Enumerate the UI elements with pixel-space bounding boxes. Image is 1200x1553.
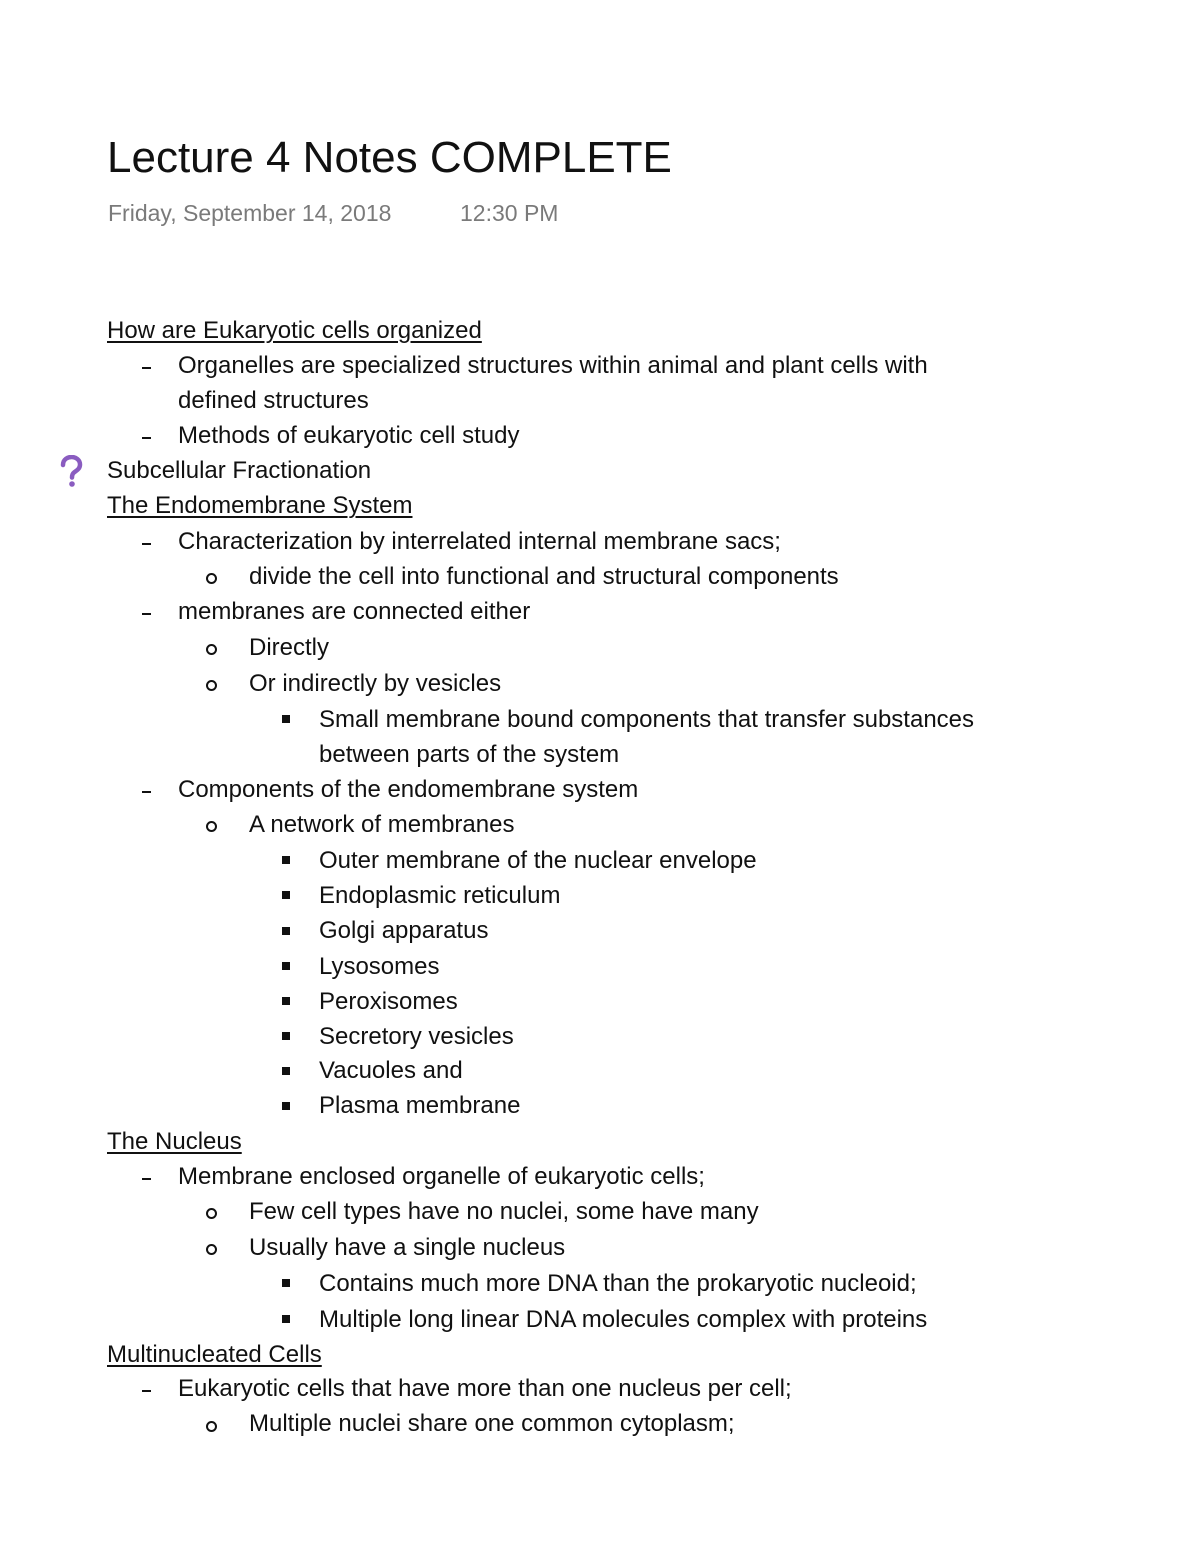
dash-bullet	[142, 613, 151, 615]
list-item[interactable]: Organelles are specialized structures within animal and plant cells with	[178, 352, 928, 379]
list-item[interactable]: Methods of eukaryotic cell study	[178, 422, 520, 449]
section-heading[interactable]: Multinucleated Cells	[107, 1341, 322, 1368]
square-bullet	[282, 715, 290, 723]
page-title[interactable]: Lecture 4 Notes COMPLETE	[107, 133, 672, 182]
sub-sub-list-item[interactable]: Contains much more DNA than the prokaryotic nucleoid;	[319, 1270, 917, 1297]
square-bullet	[282, 1279, 290, 1287]
sub-list-item[interactable]: Usually have a single nucleus	[249, 1234, 566, 1261]
sub-sub-list-item[interactable]: Multiple long linear DNA molecules complex with proteins	[319, 1306, 928, 1333]
dash-bullet	[142, 791, 151, 793]
sub-list-item[interactable]: Few cell types have no nuclei, some have many	[249, 1198, 759, 1225]
list-item[interactable]: Eukaryotic cells that have more than one nucleus per cell;	[178, 1375, 792, 1402]
square-bullet	[282, 1032, 290, 1040]
dash-bullet	[142, 1178, 151, 1180]
square-bullet	[282, 891, 290, 899]
square-bullet	[282, 962, 290, 970]
list-item[interactable]: Characterization by interrelated internal membrane sacs;	[178, 528, 781, 555]
section-heading[interactable]: The Nucleus	[107, 1128, 242, 1155]
sub-list-item[interactable]: Directly	[249, 634, 330, 661]
square-bullet	[282, 927, 290, 935]
sub-list-item[interactable]: Or indirectly by vesicles	[249, 670, 502, 697]
section-heading[interactable]: The Endomembrane System	[107, 492, 413, 519]
list-item[interactable]: membranes are connected either	[178, 598, 531, 625]
sub-list-item[interactable]: A network of membranes	[249, 811, 515, 838]
sub-sub-list-item[interactable]: Plasma membrane	[319, 1092, 521, 1119]
list-item[interactable]: Membrane enclosed organelle of eukaryotic cells;	[178, 1163, 705, 1190]
square-bullet	[282, 856, 290, 864]
circle-bullet	[206, 573, 217, 584]
circle-bullet	[206, 1244, 217, 1255]
sub-sub-list-item[interactable]: Small membrane bound components that transfer substances	[319, 706, 975, 733]
dash-bullet	[142, 437, 151, 439]
sub-list-item[interactable]: Multiple nuclei share one common cytoplasm;	[249, 1410, 735, 1437]
list-item-continuation[interactable]: defined structures	[178, 387, 369, 414]
question-icon[interactable]	[58, 455, 84, 489]
square-bullet	[282, 1067, 290, 1075]
dash-bullet	[142, 1390, 151, 1392]
square-bullet	[282, 1102, 290, 1110]
sub-sub-list-item[interactable]: Golgi apparatus	[319, 917, 489, 944]
sub-sub-list-item[interactable]: Peroxisomes	[319, 988, 458, 1015]
list-item-continuation[interactable]: between parts of the system	[319, 741, 620, 768]
tagged-line[interactable]: Subcellular Fractionation	[107, 457, 372, 484]
dash-bullet	[142, 367, 151, 369]
circle-bullet	[206, 1421, 217, 1432]
circle-bullet	[206, 644, 217, 655]
list-item[interactable]: Components of the endomembrane system	[178, 776, 639, 803]
circle-bullet	[206, 821, 217, 832]
note-time: 12:30 PM	[460, 200, 559, 226]
sub-sub-list-item[interactable]: Endoplasmic reticulum	[319, 882, 561, 909]
sub-sub-list-item[interactable]: Outer membrane of the nuclear envelope	[319, 847, 757, 874]
sub-sub-list-item[interactable]: Secretory vesicles	[319, 1023, 514, 1050]
circle-bullet	[206, 1208, 217, 1219]
circle-bullet	[206, 680, 217, 691]
sub-sub-list-item[interactable]: Vacuoles and	[319, 1057, 463, 1084]
note-date: Friday, September 14, 2018	[108, 200, 392, 226]
sub-list-item[interactable]: divide the cell into functional and structural components	[249, 563, 839, 590]
square-bullet	[282, 1315, 290, 1323]
section-heading[interactable]: How are Eukaryotic cells organized	[107, 317, 482, 344]
dash-bullet	[142, 543, 151, 545]
sub-sub-list-item[interactable]: Lysosomes	[319, 953, 440, 980]
square-bullet	[282, 997, 290, 1005]
